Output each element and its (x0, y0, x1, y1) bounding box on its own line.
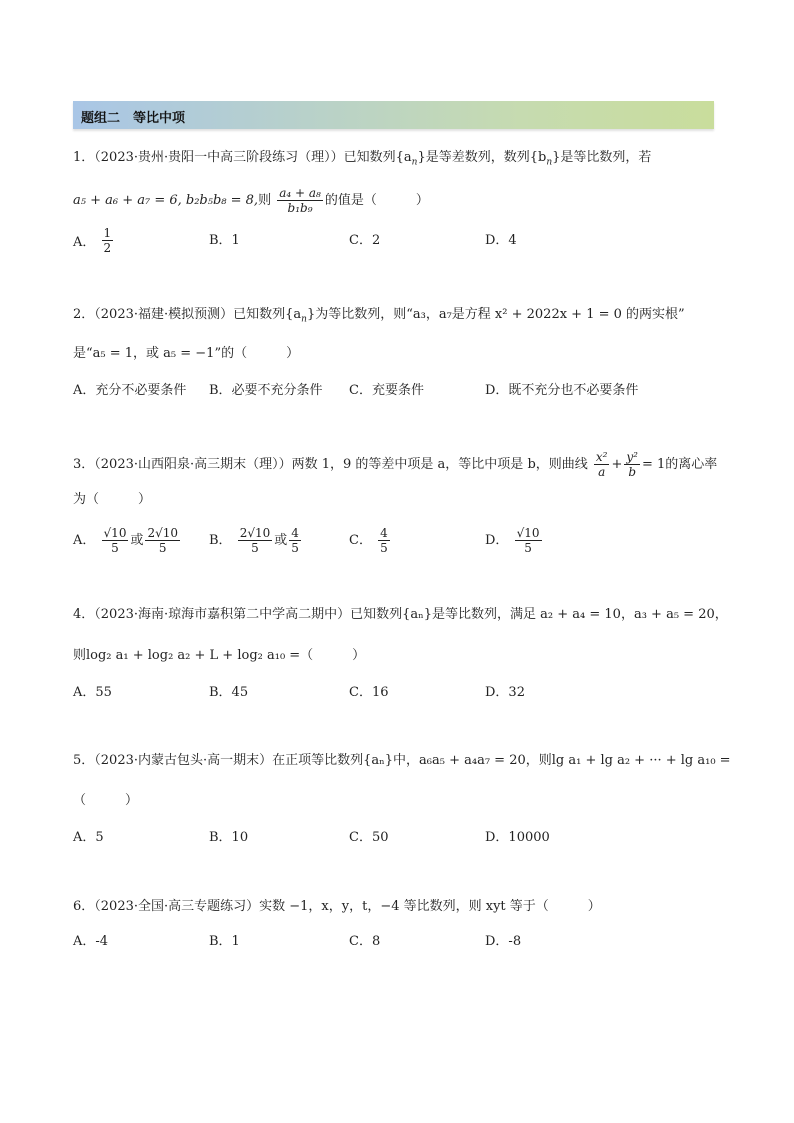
q3-option-c-numerator: 4 (380, 526, 388, 540)
q1-fraction (277, 186, 323, 215)
q3-option-a-fraction-1-numerator: √10 (103, 526, 127, 540)
q1-fraction-numerator: a₄ + a₈ (279, 186, 321, 200)
q1-option-d[interactable]: D．4 (485, 233, 517, 248)
q2-sub-n: n (301, 314, 307, 325)
q5-option-c[interactable]: C．50 (349, 830, 389, 845)
q1-option-b[interactable]: B．1 (209, 233, 240, 248)
q2-option-b[interactable]: B．必要不充分条件 (209, 383, 323, 398)
q1-fraction-denominator: b₁b₉ (287, 201, 313, 215)
q5-stem-text-b: （ ） (73, 793, 139, 808)
q3-option-b-label: B． (209, 533, 232, 548)
q6-option-b[interactable]: B．1 (209, 934, 240, 949)
q2-stem-text-b: }为等比数列，则“a₃，a₇是方程 x² + 2022x + 1 = 0 的两实根” (306, 307, 685, 322)
q6-stem-text-a: 6．（2023·全国·高三专题练习）实数 −1，x，y，t，−4 等比数列，则 xyt 等于（ ） (73, 899, 601, 914)
q3-fraction-x-denominator: a (598, 465, 606, 479)
q3-plus: + (611, 457, 623, 472)
q6-option-d[interactable]: D．-8 (485, 934, 522, 949)
q5-option-a[interactable]: A．5 (73, 830, 104, 845)
q1-option-a-fraction (102, 226, 114, 255)
q1-stem-line1 (73, 149, 651, 172)
q3-option-b-fraction-1-denominator: 5 (251, 541, 259, 555)
q3-option-d[interactable] (485, 526, 544, 555)
q3-fraction-y (624, 450, 640, 479)
q1-option-c[interactable]: C．2 (349, 233, 381, 248)
q3-option-a[interactable] (73, 526, 182, 555)
q4-option-a[interactable]: A．55 (73, 685, 112, 700)
q3-option-a-fraction-1-denominator: 5 (111, 541, 119, 555)
q2-stem-text-c: 是“a₅ = 1，或 a₅ = −1”的（ ） (73, 346, 300, 361)
q1-option-a-denominator: 2 (103, 241, 112, 255)
q3-option-d-label: D． (485, 533, 509, 548)
q4-stem-line1 (73, 606, 728, 624)
q1-option-a-label: A． (73, 235, 96, 250)
q3-option-d-denominator: 5 (524, 541, 532, 555)
q6-stem-line1 (73, 898, 601, 916)
q1-stem-text-a: 1．（2023·贵州·贵阳一中高三阶段练习（理））已知数列{a (73, 150, 412, 165)
q3-option-c-denominator: 5 (380, 541, 388, 555)
q2-option-d[interactable]: D．既不充分也不必要条件 (485, 383, 639, 398)
q3-option-d-fraction (515, 526, 542, 555)
q3-fraction-x-numerator: x² (595, 450, 608, 464)
q1-sub-n: n (411, 157, 418, 168)
q4-stem-text-a: 4．（2023·海南·琼海市嘉积第二中学高二期中）已知数列{aₙ}是等比数列，满足 a₂ + a₄ = 10，a₃ + a₅ = 20， (73, 607, 728, 622)
q3-option-b-fraction-1-numerator: 2√10 (239, 526, 271, 540)
q3-fraction-y-denominator: b (628, 465, 637, 479)
q3-stem-text-c: 为（ ） (73, 492, 152, 507)
q5-stem-line1 (73, 752, 731, 770)
q2-stem-line1 (73, 306, 685, 329)
section-title: 题组二 等比中项 (81, 111, 186, 126)
q1-option-a[interactable] (73, 226, 115, 255)
q2-option-a[interactable]: A．充分不必要条件 (73, 383, 187, 398)
q3-option-b[interactable] (209, 526, 303, 555)
q3-option-a-fraction-2-denominator: 5 (158, 541, 167, 555)
q2-option-c[interactable]: C．充要条件 (349, 383, 424, 398)
q1-stem-text-b: }是等差数列，数列{b (417, 150, 547, 165)
q4-option-b[interactable]: B．45 (209, 685, 249, 700)
q3-option-b-or: 或 (274, 533, 288, 548)
q3-option-b-fraction-2-denominator: 5 (291, 541, 299, 555)
q2-stem-text-a: 2．（2023·福建·模拟预测）已知数列{a (73, 307, 302, 322)
q3-option-a-fraction-2-numerator: 2√10 (147, 526, 179, 540)
q4-stem-text-b: 则log₂ a₁ + log₂ a₂ + L + log₂ a₁₀ =（ ） (73, 648, 366, 663)
q5-option-d[interactable]: D．10000 (485, 830, 550, 845)
q4-option-c[interactable]: C．16 (349, 685, 389, 700)
q1-then: 则 (258, 193, 272, 208)
q4-stem-line2 (73, 647, 365, 665)
section-header-bar (73, 101, 714, 129)
q3-option-b-fraction-2-numerator: 4 (291, 526, 299, 540)
q1-conditions: a₅ + a₆ + a₇ = 6, b₂b₅b₈ = 8, (73, 193, 259, 208)
q3-option-a-fraction-2 (145, 526, 180, 555)
q5-stem-text-a: 5．（2023·内蒙古包头·高一期末）在正项等比数列{aₙ}中，a₆a₅ + a₄a₇ = 20，则lg a₁ + lg a₂ + ··· + lg a₁₀ = (73, 753, 731, 768)
q3-option-a-label: A． (73, 533, 96, 548)
q3-option-c[interactable] (349, 526, 392, 555)
q1-option-a-numerator: 1 (103, 226, 112, 240)
q1-stem-tail: 的值是（ ） (324, 193, 429, 208)
q3-fraction-x (594, 450, 610, 479)
q3-option-c-fraction (378, 526, 390, 555)
q3-fraction-y-numerator: y² (626, 450, 638, 464)
q2-stem-line2 (73, 345, 299, 363)
q3-option-b-fraction-1 (238, 526, 273, 555)
q3-stem-text-a: 3．（2023·山西阳泉·高三期末（理））两数 1，9 的等差中项是 a，等比中项是 b，则曲线 (73, 457, 588, 472)
q1-stem-text-c: }是等比数列，若 (552, 150, 652, 165)
q3-option-c-label: C． (349, 533, 372, 548)
q3-stem-line1 (73, 450, 717, 479)
q3-option-d-numerator: √10 (516, 526, 540, 540)
q4-option-d[interactable]: D．32 (485, 685, 525, 700)
q5-option-b[interactable]: B．10 (209, 830, 249, 845)
q3-option-a-or: 或 (130, 533, 144, 548)
q6-option-a[interactable]: A．-4 (73, 934, 109, 949)
q5-stem-line2 (73, 792, 138, 810)
q6-option-c[interactable]: C．8 (349, 934, 381, 949)
q1-stem-line2 (73, 186, 429, 215)
q1-sub-n2: n (546, 157, 553, 168)
q3-option-b-fraction-2 (289, 526, 301, 555)
q3-stem-text-b: = 1的离心率 (641, 457, 718, 472)
q3-option-a-fraction-1 (102, 526, 129, 555)
q3-stem-line2 (73, 491, 151, 509)
